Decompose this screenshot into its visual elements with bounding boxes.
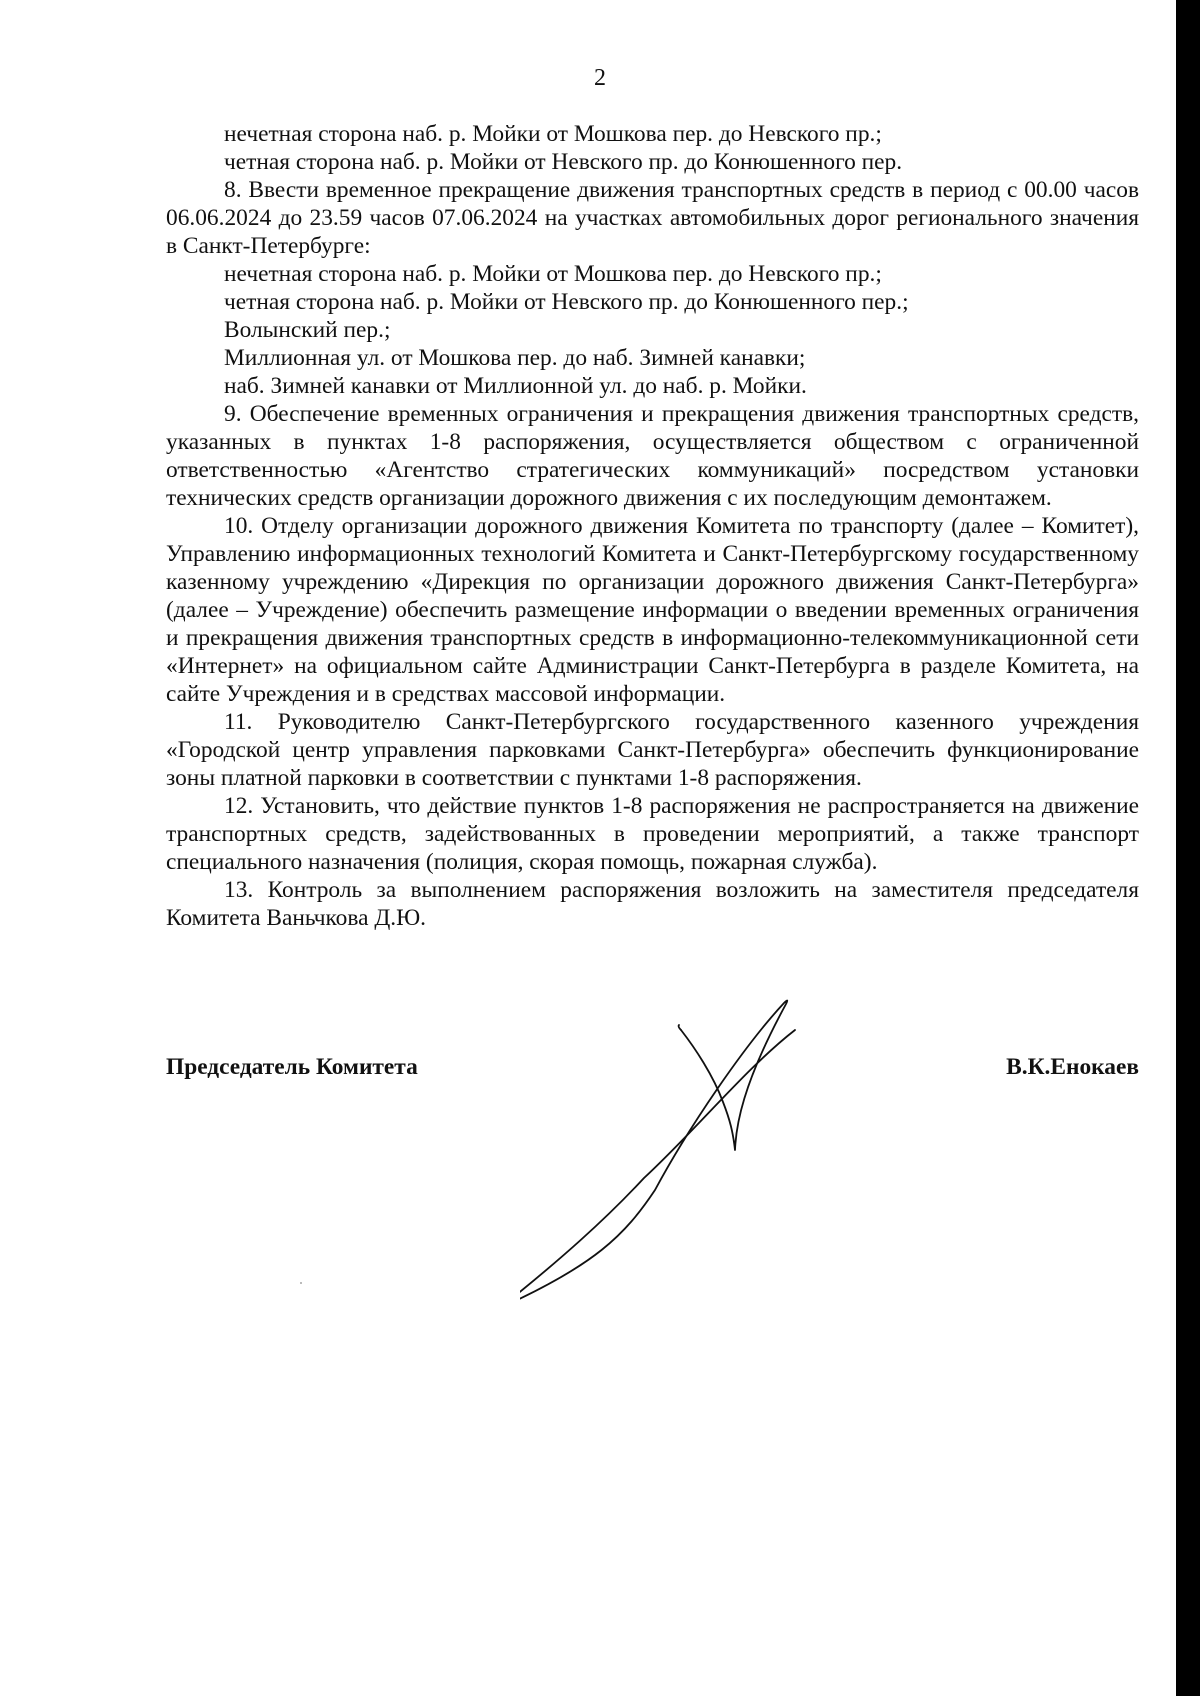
list-item-volynsky: Волынский пер.;	[224, 317, 391, 343]
scan-edge	[1176, 0, 1200, 1696]
list-item-moika-odd-2: нечетная сторона наб. р. Мойки от Мошкова пер. до Невского пр.;	[224, 261, 882, 287]
list-item-zimnyaya-kanavka: наб. Зимней канавки от Миллионной ул. до наб. р. Мойки.	[224, 373, 807, 399]
scan-speck	[300, 1282, 302, 1284]
list-item-moika-odd: нечетная сторона наб. р. Мойки от Мошкова пер. до Невского пр.;	[224, 121, 882, 147]
clause-11: 11. Руководителю Санкт-Петербургского государственного казенного учреждения «Городской центр управления парковками Санкт-Петербурга» обеспечить функционирование зоны платной парковки в соответствии с пунктами 1-8 распоряжения.	[166, 709, 1139, 791]
list-item-moika-even: четная сторона наб. р. Мойки от Невского пр. до Конюшенного пер.	[224, 149, 903, 175]
list-item-millionnaya: Миллионная ул. от Мошкова пер. до наб. Зимней канавки;	[224, 345, 806, 371]
clause-12: 12. Установить, что действие пунктов 1-8 распоряжения не распространяется на движение транспортных средств, задействованных в проведении мероприятий, а также транспорт специального назначения (полиция, скорая помощь, пожарная служба).	[166, 793, 1139, 875]
signatory-position: Председатель Комитета	[166, 1054, 418, 1080]
clause-9: 9. Обеспечение временных ограничения и прекращения движения транспортных средств, указанных в пунктах 1-8 распоряжения, осуществляется обществом с ограниченной ответственностью «Агентство стратегических коммуникаций» посредством установки технических средств организации дорожного движения с их последующим демонтажем.	[166, 401, 1139, 511]
clause-10: 10. Отделу организации дорожного движения Комитета по транспорту (далее – Комитет), Управлению информационных технологий Комитета и Санкт-Петербургскому государственному казенному учреждению «Дирекция по организации дорожного движения Санкт-Петербурга» (далее – Учреждение) обеспечить размещение информации о введении временных ограничения и прекращения движения транспортных средств в информационно-телекоммуникационной сети «Интернет» на официальном сайте Администрации Санкт-Петербурга в разделе Комитета, на сайте Учреждения и в средствах массовой информации.	[166, 513, 1139, 707]
page-number: 2	[594, 65, 606, 91]
clause-13: 13. Контроль за выполнением распоряжения возложить на заместителя председателя Комитета Ваньчкова Д.Ю.	[166, 877, 1139, 931]
handwritten-signature	[520, 990, 820, 1320]
clause-8: 8. Ввести временное прекращение движения транспортных средств в период с 00.00 часов 06.06.2024 до 23.59 часов 07.06.2024 на участках автомобильных дорог регионального значения в Санкт-Петербурге:	[166, 177, 1139, 259]
list-item-moika-even-2: четная сторона наб. р. Мойки от Невского пр. до Конюшенного пер.;	[224, 289, 909, 315]
signatory-name: В.К.Енокаев	[1006, 1054, 1139, 1080]
document-body	[166, 120, 1139, 932]
